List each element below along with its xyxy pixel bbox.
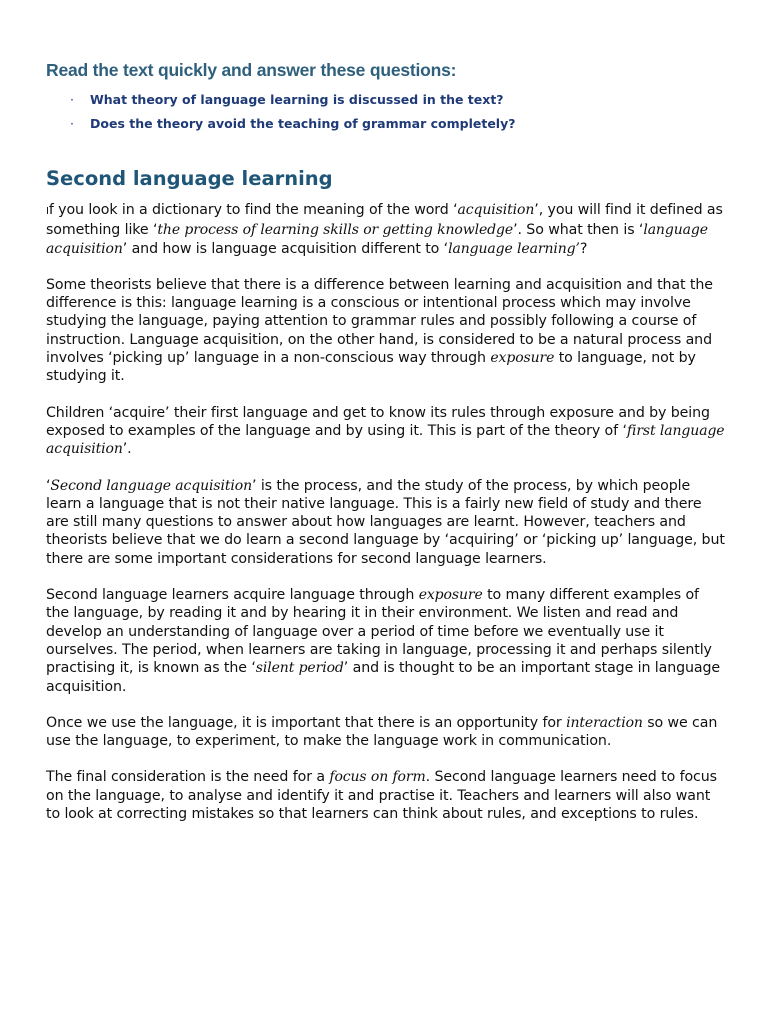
text-run: ’ and is thought to be an important stage in language acquisition. (46, 660, 721, 695)
italic-term: exposure (490, 350, 555, 367)
paragraph-3 (46, 404, 726, 459)
intro-heading: Read the text quickly and answer these questions: (46, 60, 457, 80)
paragraph-7 (46, 768, 726, 823)
italic-term: first language acquisition (46, 422, 725, 458)
bullet-icon: · (70, 92, 74, 107)
paragraph-4 (46, 477, 726, 568)
italic-term: the process of learning skills or getting knowledge (157, 222, 514, 239)
text-run: to many different examples of the language, by reading it and by hearing it in their environment. We listen and read and develop an understanding of language over a period of time before we eventually use it ourselves. The period, when learners are taking in language, processing it and perhaps silently practising it, is known as the ‘ (46, 587, 712, 677)
text-run: ‘ (46, 477, 51, 494)
text-run: Second language learners acquire language through (46, 587, 419, 604)
italic-term: language acquisition (46, 222, 708, 257)
text-run: to language, not by studying it. (46, 350, 696, 385)
question-list (70, 88, 726, 136)
question-item-1 (70, 88, 726, 112)
first-letter: I (46, 206, 49, 217)
text-run: ’ is the process, and the study of the process, by which people learn a language that is not their native language. This is a fairly new field of study and there are still many questions to answer about how languages are learnt. However, teachers and theorists believe that we do learn a second language by ‘acquiring’ or ‘picking up’ language, but there are some important considerations for second language learners. (46, 477, 725, 567)
italic-term: acquisition (457, 202, 535, 218)
paragraph-2 (46, 276, 726, 386)
text-run: ? (579, 240, 588, 257)
text-run: so we can use the language, to experiment, to make the language work in communication. (46, 714, 718, 750)
text-run: f you look in a dictionary to find the meaning of the word ‘ (48, 202, 458, 218)
text-run: ’. (122, 441, 132, 458)
question-text: Does the theory avoid the teaching of grammar completely? (90, 116, 516, 131)
text-run: ’ and how is language acquisition different to ‘ (122, 240, 449, 257)
text-run: Once we use the language, it is important that there is an opportunity for (46, 714, 567, 731)
paragraph-1 (46, 201, 726, 258)
bullet-icon: · (70, 116, 74, 131)
paragraph-6 (46, 714, 726, 751)
text-run: Some theorists believe that there is a difference between learning and acquisition and that the difference is this: language learning is a conscious or intentional process which may involve studying the language, paying attention to grammar rules and possibly following a course of instruction. Language acquisition, on the other hand, is considered to be a natural process and involves ‘picking up’ language in a non-conscious way through (46, 276, 713, 367)
italic-term: exposure (418, 587, 483, 604)
italic-term: silent period (255, 660, 344, 677)
italic-term: Second language acquisition (50, 477, 253, 494)
text-run: ’. So what then is ‘ (513, 222, 644, 239)
section-title: Second language learning (46, 167, 333, 190)
question-text: What theory of language learning is discussed in the text? (90, 92, 504, 107)
italic-term: interaction (566, 714, 643, 731)
text-run: The final consideration is the need for a (46, 769, 330, 786)
text-run: . Second language learners need to focus on the language, to analyse and identify it and practise it. Teachers and learners will also want to look at correcting mistakes so that learners can think about rules, and exceptions to rules. (46, 769, 717, 823)
question-item-2 (70, 112, 726, 136)
paragraph-5 (46, 586, 726, 696)
text-run: Children ‘acquire’ their first language and get to know its rules through exposure and by being exposed to examples of the language and by using it. This is part of the theory of ‘ (46, 404, 710, 439)
italic-term: focus on form (329, 769, 426, 786)
italic-term: language learning’ (448, 240, 580, 257)
text-run: ’, you will find it defined as something like ‘ (46, 202, 723, 239)
document-page (46, 58, 726, 841)
